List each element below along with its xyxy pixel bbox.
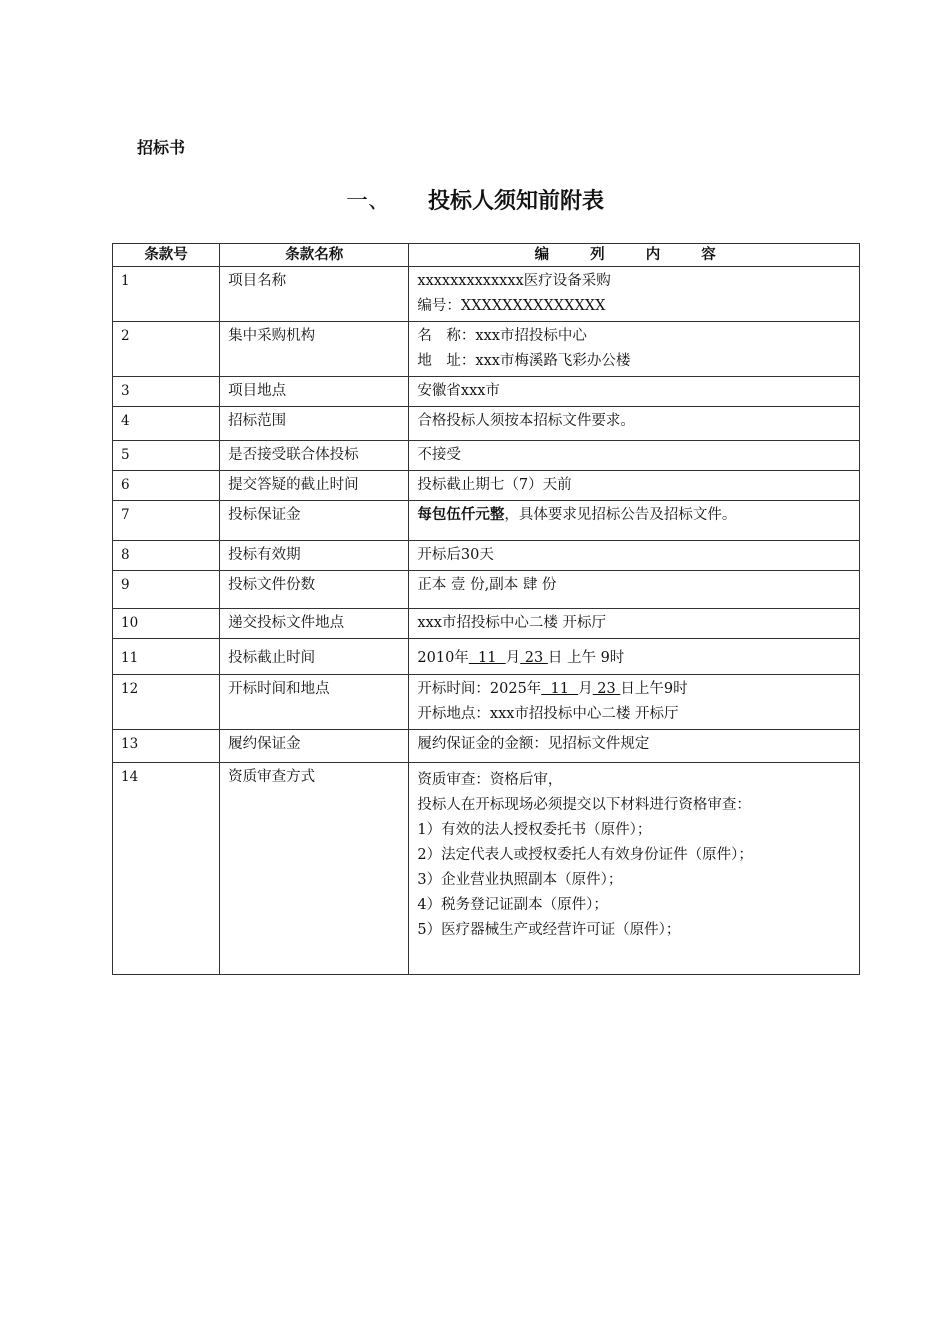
- clause-number: 14: [113, 763, 220, 975]
- clause-name: 是否接受联合体投标: [220, 441, 409, 471]
- clause-name: 投标有效期: [220, 541, 409, 571]
- content-line: 3）企业营业执照副本（原件）；: [417, 872, 623, 888]
- clause-name: 投标文件份数: [220, 571, 409, 609]
- content-line: xxxxxxxxxxxxx医疗设备采购: [417, 273, 611, 289]
- clause-content: [409, 675, 860, 730]
- clause-content: xxx市招投标中心二楼 开标厅: [409, 609, 860, 639]
- section-title: [0, 184, 950, 215]
- clause-content: 合格投标人须按本招标文件要求。: [409, 407, 860, 441]
- table-row: [113, 441, 860, 471]
- clause-content: 履约保证金的金额：见招标文件规定: [409, 730, 860, 763]
- deadline-time: 日 上午 9时: [547, 650, 625, 666]
- table-row: [113, 471, 860, 501]
- header-content: 编 列 内 容: [409, 244, 860, 267]
- clause-name: 资质审查方式: [220, 763, 409, 975]
- clause-number: 3: [113, 377, 220, 407]
- clause-content: 投标截止期七（7）天前: [409, 471, 860, 501]
- table-header-row: [113, 244, 860, 267]
- content-line: 1）有效的法人授权委托书（原件）；: [417, 822, 652, 838]
- clause-name: 提交答疑的截止时间: [220, 471, 409, 501]
- table-row: [113, 675, 860, 730]
- clause-number: 1: [113, 267, 220, 322]
- table-row: [113, 267, 860, 322]
- bond-details: ，具体要求见招标公告及招标文件。: [504, 507, 737, 523]
- table-row: [113, 571, 860, 609]
- clause-content: 开标后30天: [409, 541, 860, 571]
- table-row: [113, 541, 860, 571]
- content-line: 地 址：xxx市梅溪路飞彩办公楼: [417, 353, 631, 369]
- clause-name: 投标截止时间: [220, 639, 409, 675]
- section-title-text: 投标人须知前附表: [428, 189, 605, 214]
- table-row: [113, 377, 860, 407]
- clause-number: 2: [113, 322, 220, 377]
- content-line: 5）医疗器械生产或经营许可证（原件）；: [417, 922, 681, 938]
- clause-name: 招标范围: [220, 407, 409, 441]
- clause-content: 不接受: [409, 441, 860, 471]
- table-row: [113, 763, 860, 975]
- section-number: 一、: [345, 189, 390, 214]
- table-row: [113, 501, 860, 541]
- content-line: 名 称：xxx市招投标中心: [417, 328, 587, 344]
- clause-number: 4: [113, 407, 220, 441]
- clause-content: [409, 267, 860, 322]
- clause-number: 8: [113, 541, 220, 571]
- clause-name: 开标时间和地点: [220, 675, 409, 730]
- opening-month-unit: 月: [578, 681, 593, 697]
- clause-name: 投标保证金: [220, 501, 409, 541]
- bidder-instructions-table: [112, 243, 860, 975]
- content-line: 资质审查：资格后审，: [417, 772, 563, 788]
- clause-name: 递交投标文件地点: [220, 609, 409, 639]
- deadline-day: 23: [520, 650, 548, 666]
- opening-year: 开标时间：2025年: [417, 681, 542, 697]
- opening-time-line: [417, 677, 851, 702]
- opening-day: 23: [592, 681, 621, 697]
- clause-name: 项目地点: [220, 377, 409, 407]
- deadline-month: 11: [468, 650, 506, 666]
- clause-number: 9: [113, 571, 220, 609]
- table-row: [113, 639, 860, 675]
- content-line: 投标人在开标现场必须提交以下材料进行资格审查：: [417, 797, 751, 813]
- clause-number: 7: [113, 501, 220, 541]
- opening-place-line: 开标地点：xxx市招投标中心二楼 开标厅: [417, 706, 679, 722]
- table-row: [113, 609, 860, 639]
- header-clause-no: 条款号: [113, 244, 220, 267]
- content-line: 编号：XXXXXXXXXXXXXX: [417, 298, 606, 314]
- opening-month: 11: [541, 681, 579, 697]
- clause-name: 集中采购机构: [220, 322, 409, 377]
- clause-content: [409, 763, 860, 975]
- clause-name: 履约保证金: [220, 730, 409, 763]
- clause-number: 6: [113, 471, 220, 501]
- bond-amount: 每包伍仟元整: [417, 507, 505, 523]
- clause-number: 10: [113, 609, 220, 639]
- clause-number: 11: [113, 639, 220, 675]
- content-line: 2）法定代表人或授权委托人有效身份证件（原件）；: [417, 847, 753, 863]
- table-row: [113, 407, 860, 441]
- document-label: 招标书: [137, 138, 186, 157]
- table-row: [113, 730, 860, 763]
- clause-number: 5: [113, 441, 220, 471]
- clause-content: 安徽省xxx市: [409, 377, 860, 407]
- content-line: 4）税务登记证副本（原件）；: [417, 897, 608, 913]
- clause-name: 项目名称: [220, 267, 409, 322]
- deadline-month-unit: 月: [505, 650, 521, 666]
- table-row: [113, 322, 860, 377]
- deadline-year: 2010年: [417, 650, 469, 666]
- clause-number: 12: [113, 675, 220, 730]
- clause-content: [409, 639, 860, 675]
- clause-content: [409, 322, 860, 377]
- clause-content: 正本 壹 份,副本 肆 份: [409, 571, 860, 609]
- clause-content: [409, 501, 860, 541]
- opening-time: 日上午9时: [620, 681, 688, 697]
- clause-number: 13: [113, 730, 220, 763]
- header-clause-name: 条款名称: [220, 244, 409, 267]
